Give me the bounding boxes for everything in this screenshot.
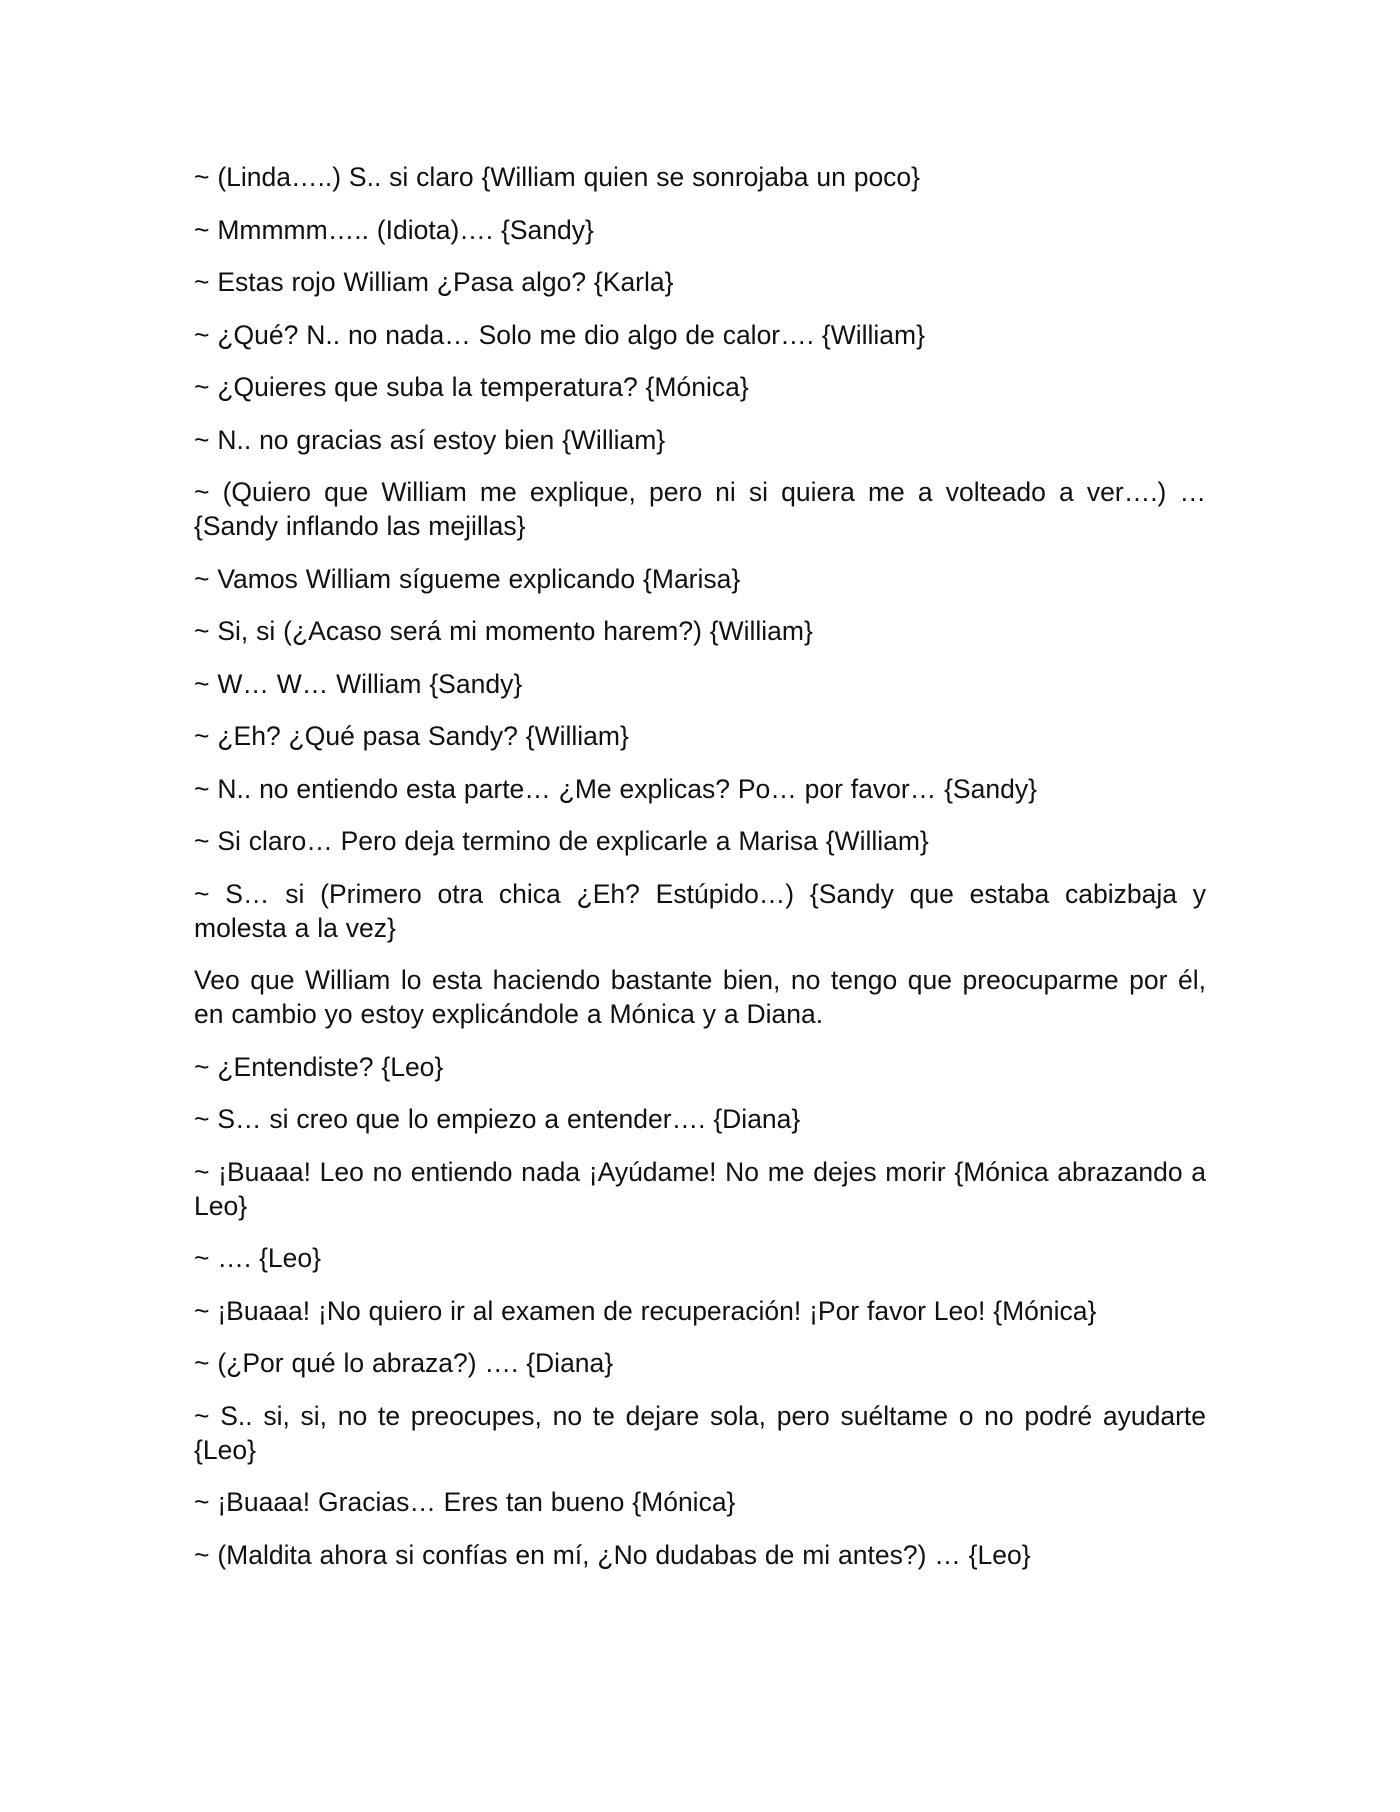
document-body (194, 160, 1206, 1590)
dialogue-line: ~ (Quiero que William me explique, pero ni si quiera me a volteado a ver….) … {Sandy inflando las mejillas} (194, 477, 1206, 541)
dialogue-line: ~ Vamos William sígueme explicando {Marisa} (194, 563, 741, 594)
dialogue-line: ~ (¿Por qué lo abraza?) …. {Diana} (194, 1348, 614, 1378)
dialogue-line: ~ Mmmmm….. (Idiota)…. {Sandy} (194, 214, 594, 245)
dialogue-line: ~ Estas rojo William ¿Pasa algo? {Karla} (194, 267, 674, 297)
dialogue-line: ~ Si claro… Pero deja termino de explicarle a Marisa {William} (194, 826, 929, 856)
dialogue-line: ~ (Maldita ahora si confías en mí, ¿No dudabas de mi antes?) … {Leo} (194, 1539, 1031, 1570)
dialogue-line: ~ ¿Quieres que suba la temperatura? {Mónica} (194, 372, 749, 402)
dialogue-line: ~ N.. no entiendo esta parte… ¿Me explicas? Po… por favor… {Sandy} (194, 773, 1037, 804)
dialogue-line: ~ …. {Leo} (194, 1243, 321, 1273)
dialogue-line: ~ S… si creo que lo empiezo a entender…. {Diana} (194, 1104, 801, 1134)
dialogue-line: ~ ¿Eh? ¿Qué pasa Sandy? {William} (194, 721, 629, 751)
dialogue-line: ~ ¡Buaaa! Leo no entiendo nada ¡Ayúdame! No me dejes morir {Mónica abrazando a Leo} (194, 1156, 1206, 1221)
dialogue-line: ~ (Linda…..) S.. si claro {William quien se sonrojaba un poco} (194, 162, 921, 192)
dialogue-line: ~ ¿Qué? N.. no nada… Solo me dio algo de calor…. {William} (194, 319, 925, 350)
dialogue-line: ~ S.. si, si, no te preocupes, no te dejare sola, pero suéltame o no podré ayudarte {Leo} (194, 1400, 1206, 1465)
narration-paragraph: Veo que William lo esta haciendo bastante bien, no tengo que preocuparme por él, en cambio yo estoy explicándole a Mónica y a Diana. (194, 965, 1206, 1029)
dialogue-line: ~ Si, si (¿Acaso será mi momento harem?) {William} (194, 616, 813, 646)
dialogue-line: ~ W… W… William {Sandy} (194, 668, 523, 699)
dialogue-line: ~ ¿Entendiste? {Leo} (194, 1051, 444, 1082)
dialogue-line: ~ ¡Buaaa! Gracias… Eres tan bueno {Mónica} (194, 1487, 736, 1517)
dialogue-line: ~ N.. no gracias así estoy bien {William} (194, 424, 666, 455)
dialogue-line: ~ ¡Buaaa! ¡No quiero ir al examen de recuperación! ¡Por favor Leo! {Mónica} (194, 1295, 1097, 1326)
dialogue-line: ~ S… si (Primero otra chica ¿Eh? Estúpido…) {Sandy que estaba cabizbaja y molesta a la vez} (194, 878, 1206, 943)
